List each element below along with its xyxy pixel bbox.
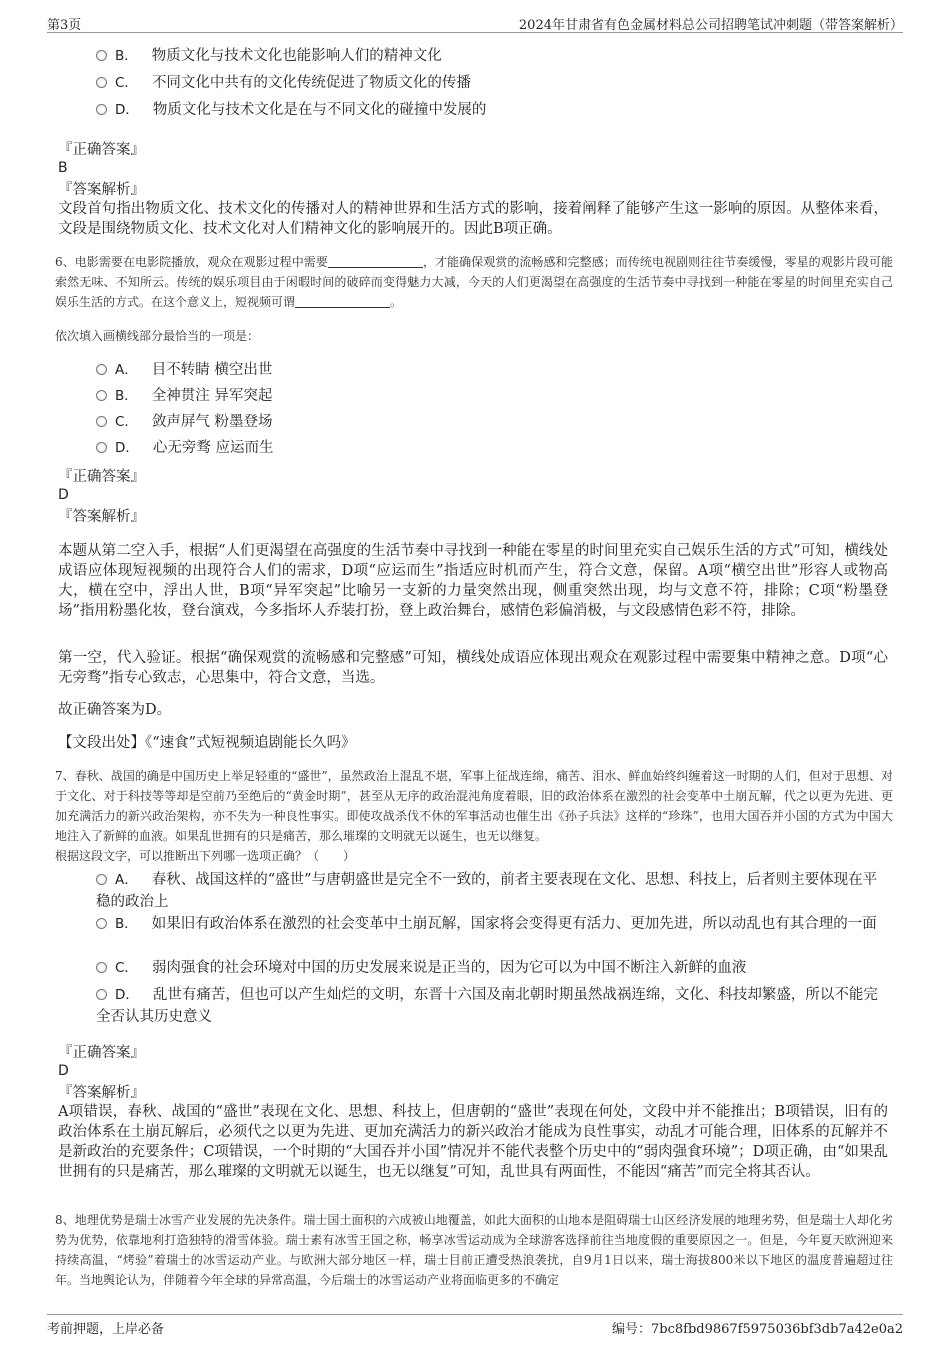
q6-analysis-3: 故正确答案为D。 [58, 702, 172, 718]
radio-icon[interactable] [96, 962, 107, 973]
q7-option-a[interactable]: A． 春秋、战国这样的“盛世”与唐朝盛世是完全不一致的，前者主要表现在文化、思想、科技上，后者则主要体现在平稳的政治上 [96, 872, 878, 910]
radio-icon[interactable] [96, 416, 107, 427]
q7-option-b[interactable]: B． 如果旧有政治体系在激烈的社会变革中土崩瓦解，国家将会变得更有活力、更加先进，所以动乱也有其合理的一面 [96, 913, 891, 935]
page-footer [47, 1314, 903, 1337]
q6-answer-label: 『正确答案』 [58, 469, 145, 485]
q5-analysis: 文段首句指出物质文化、技术文化的传播对人的精神世界和生活方式的影响，接着阐释了能够产生这一影响的原因。从整体来看，文段是围绕物质文化、技术文化对人们精神文化的影响展开的。因此B项正确。 [58, 201, 888, 237]
document-title: 2024年甘肃省有色金属材料总公司招聘笔试冲刺题（带答案解析） [518, 18, 903, 33]
radio-icon[interactable] [96, 989, 107, 1000]
q6-analysis-2: 第一空，代入验证。根据“确保观赏的流畅感和完整感”可知，横线处成语应体现出观众在观影过程中需要集中精神之意。D项“心无旁骛”指专心致志，心思集中，符合文意，当选。 [58, 650, 888, 686]
q5-option-b[interactable]: B． 物质文化与技术文化也能影响人们的精神文化 [96, 45, 896, 67]
q6-option-a[interactable]: A． 目不转睛 横空出世 [96, 359, 896, 381]
radio-icon[interactable] [96, 364, 107, 375]
q6-analysis-label: 『答案解析』 [58, 509, 145, 525]
q6-stem: 6、电影需要在电影院播放，观众在观影过程中需要 ，才能确保观赏的流畅感和完整感；而传统电视剧则往往节奏缓慢，零星的观影片段可能索然无味、不知所云。传统的娱乐项目由于闲暇时间的破碎而变得魅力大减，今天的人们更渴望在高强度的生活节奏中寻找到一种能在零星的时间里充实自己娱乐生活的方式。在这个意义上，短视频可谓 。 [55, 255, 893, 309]
fill-blank [295, 295, 390, 308]
q7-answer-label: 『正确答案』 [58, 1045, 145, 1061]
q7-answer: D [58, 1063, 69, 1079]
radio-icon[interactable] [96, 442, 107, 453]
page-header [47, 14, 903, 33]
q7-prompt: 根据这段文字，可以推断出下列哪一选项正确？（ ） [55, 849, 356, 863]
q6-option-c[interactable]: C． 敛声屏气 粉墨登场 [96, 411, 896, 433]
document-id: 编号：7bc8fbd9867f5975036bf3db7a42e0a2 [612, 1322, 903, 1337]
q6-analysis-1: 本题从第二空入手，根据“人们更渴望在高强度的生活节奏中寻找到一种能在零星的时间里充实自己娱乐生活的方式”可知，横线处成语应体现短视频的出现符合人们的需求，D项“应运而生”指适应时机而产生，符合文意，保留。A项“横空出世”形容人或物高大，横在空中，浮出人世，B项“异军突起”比喻另一支新的力量突然出现，侧重突然出现，均与文意不符，排除；C项“粉墨登场”指用粉墨化妆，登台演戏，今多指坏人乔装打扮，登上政治舞台，感情色彩偏消极，与文段感情色彩不符，排除。 [58, 543, 888, 619]
q7-analysis-label: 『答案解析』 [58, 1085, 145, 1101]
radio-icon[interactable] [96, 77, 107, 88]
q6-answer: D [58, 487, 69, 503]
radio-icon[interactable] [96, 918, 107, 929]
q6-prompt: 依次填入画横线部分最恰当的一项是： [55, 329, 260, 343]
q8-stem: 8、地理优势是瑞士冰雪产业发展的先决条件。瑞士国土面积的六成被山地覆盖，如此大面积的山地本是阻碍瑞士山区经济发展的地理劣势，但是瑞士人却化劣势为优势，依靠地利打造独特的滑雪体验。瑞士素有冰雪王国之称，畅享冰雪运动成为全球游客选择前往当地度假的重要原因之一。但是，今年夏天欧洲迎来持续高温，“烤验”着瑞士的冰雪运动产业。与欧洲大部分地区一样，瑞士目前正遭受热浪袭扰，自9月1日以来，瑞士海拔800米以下地区的温度普遍超过往年。当地舆论认为，伴随着今年全球的异常高温，今后瑞士的冰雪运动产业将面临更多的不确定 [55, 1213, 893, 1287]
q6-source: 【文段出处】《“速食”式短视频追剧能长久吗》 [58, 735, 356, 751]
q7-stem: 7、春秋、战国的确是中国历史上举足轻重的“盛世”，虽然政治上混乱不堪，军事上征战连绵，痛苦、泪水、鲜血始终纠缠着这一时期的人们，但对于思想、对于文化、对于科技等等却是空前乃至绝后的“黄金时期”，甚至从无序的政治混沌角度着眼，旧的政治体系在激烈的社会变革中土崩瓦解，代之以更为先进、更加充满活力的新兴政治架构，亦不失为一种良性事实。即使攻战杀伐不休的军事活动也催生出《孙子兵法》这样的“珍珠”，也用大国吞并小国的方式为中国大地注入了新鲜的血液。如果乱世拥有的只是痛苦，那么璀璨的文明就无以诞生，也无以继复。 [55, 769, 893, 843]
q6-option-b[interactable]: B． 全神贯注 异军突起 [96, 385, 896, 407]
q5-analysis-label: 『答案解析』 [58, 182, 145, 198]
q5-option-c[interactable]: C． 不同文化中共有的文化传统促进了物质文化的传播 [96, 72, 896, 94]
radio-icon[interactable] [96, 874, 107, 885]
q7-option-d[interactable]: D． 乱世有痛苦，但也可以产生灿烂的文明，东晋十六国及南北朝时期虽然战祸连绵，文化、科技却繁盛，所以不能完全否认其历史意义 [96, 987, 878, 1025]
page-number: 第3页 [47, 18, 82, 33]
q5-answer: B [58, 160, 68, 176]
footer-slogan: 考前押题，上岸必备 [47, 1322, 165, 1337]
radio-icon[interactable] [96, 50, 107, 61]
radio-icon[interactable] [96, 390, 107, 401]
q7-option-c[interactable]: C． 弱肉强食的社会环境对中国的历史发展来说是正当的，因为它可以为中国不断注入新鲜的血液 [96, 957, 891, 979]
fill-blank [328, 255, 423, 268]
radio-icon[interactable] [96, 104, 107, 115]
q5-option-d[interactable]: D． 物质文化与技术文化是在与不同文化的碰撞中发展的 [96, 99, 896, 121]
q6-option-d[interactable]: D． 心无旁骛 应运而生 [96, 437, 896, 459]
q7-analysis: A项错误，春秋、战国的“盛世”表现在文化、思想、科技上，但唐朝的“盛世”表现在何处，文段中并不能推出；B项错误，旧有的政治体系在土崩瓦解后，必须代之以更为先进、更加充满活力的新兴政治才能成为良性事实，动乱才可能合理，旧体系的瓦解并不是新政治的充要条件；C项错误，一个时期的“大国吞并小国”情况并不能代表整个历史中的“弱肉强食环境”；D项正确，由“如果乱世拥有的只是痛苦，那么璀璨的文明就无以诞生，也无以继复”可知，乱世具有两面性，不能因“痛苦”而完全将其否认。 [58, 1104, 888, 1180]
q5-answer-label: 『正确答案』 [58, 142, 145, 158]
